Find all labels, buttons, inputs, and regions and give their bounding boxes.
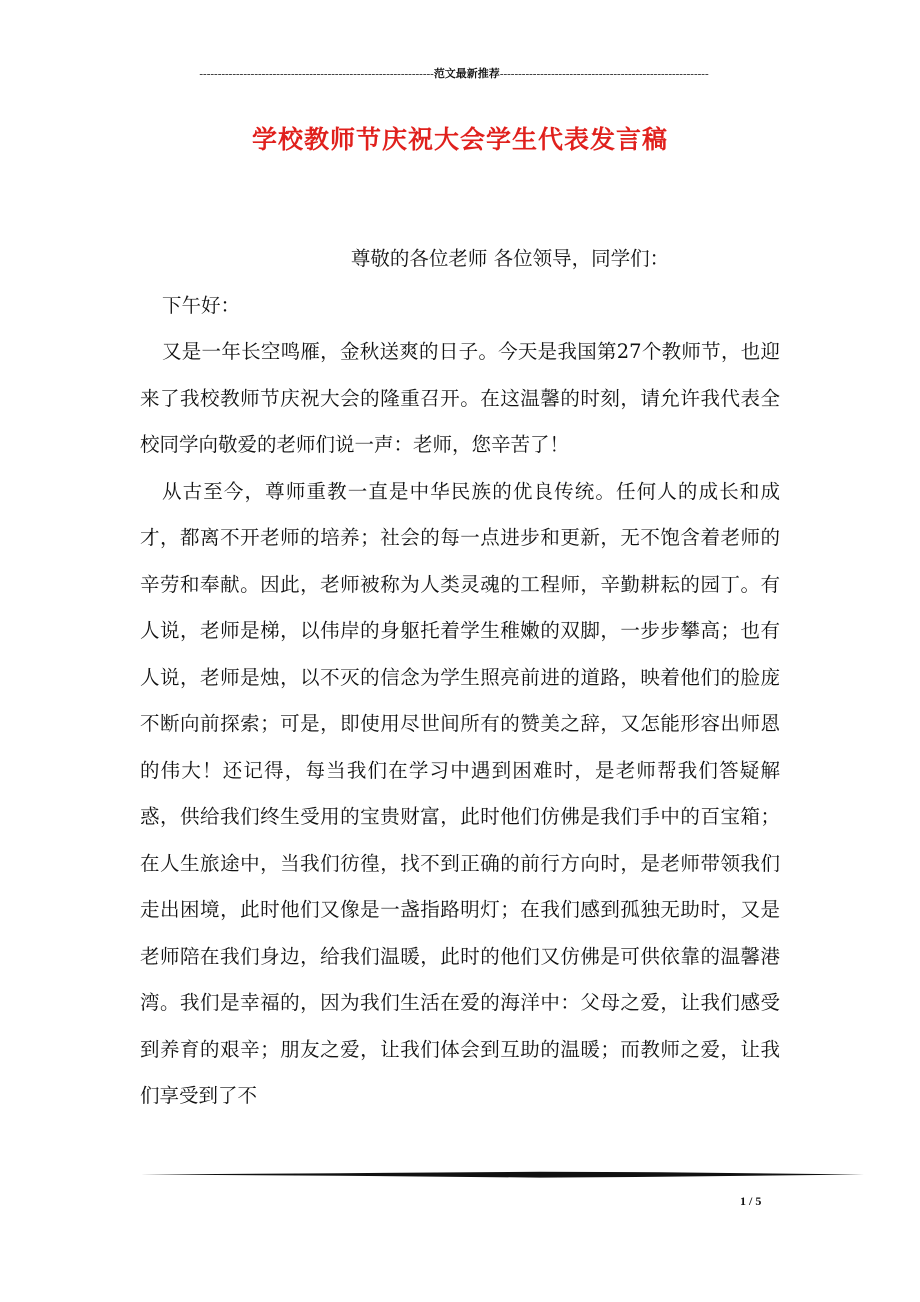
page-header <box>140 66 768 82</box>
document-title: 学校教师节庆祝大会学生代表发言稿 <box>251 125 668 154</box>
paragraph-2: 从古至今，尊师重教一直是中华民族的优良传统。任何人的成长和成才，都离不开老师的培养；社会的每一点进步和更新，无不饱含着老师的辛劳和奉献。因此，老师被称为人类灵魂的工程师，辛勤耕耘的园丁。有人说，老师是梯，以伟岸的身躯托着学生稚嫩的双脚，一步步攀高；也有人说，老师是烛，以不灭的信念为学生照亮前进的道路，映着他们的脸庞不断向前探索；可是，即使用尽世间所有的赞美之辞，又怎能形容出师恩的伟大！还记得，每当我们在学习中遇到困难时，是老师帮我们答疑解惑，供给我们终生受用的宝贵财富，此时他们仿佛是我们手中的百宝箱；在人生旅途中，当我们彷徨，找不到正确的前行方向时，是老师带领我们走出困境，此时他们又像是一盏指路明灯；在我们感到孤独无助时，又是老师陪在我们身边，给我们温暖，此时的他们又仿佛是可供依靠的温馨港湾。我们是幸福的，因为我们生活在爱的海洋中：父母之爱，让我们感受到养育的艰辛；朋友之爱，让我们体会到互助的温暖；而教师之爱，让我们享受到了不 <box>140 479 780 1107</box>
header-left-dashes: ---------------------------------------------------------------- <box>199 68 434 80</box>
document-body <box>140 236 780 1120</box>
page-number: 1 / 5 <box>740 1194 762 1208</box>
header-right-dashes: --------------------------------------------------------- <box>499 68 709 80</box>
footer-rule <box>140 1171 864 1179</box>
greeting: 下午好： <box>162 293 241 317</box>
paragraph-1: 又是一年长空鸣雁，金秋送爽的日子。今天是我国第27个教师节，也迎来了我校教师节庆祝大会的隆重召开。在这温馨的时刻，请允许我代表全校同学向敬爱的老师们说一声：老师，您辛苦了！ <box>140 340 780 456</box>
salutation: 尊敬的各位老师 各位领导，同学们： <box>350 247 670 270</box>
header-label: 范文最新推荐 <box>433 67 500 80</box>
